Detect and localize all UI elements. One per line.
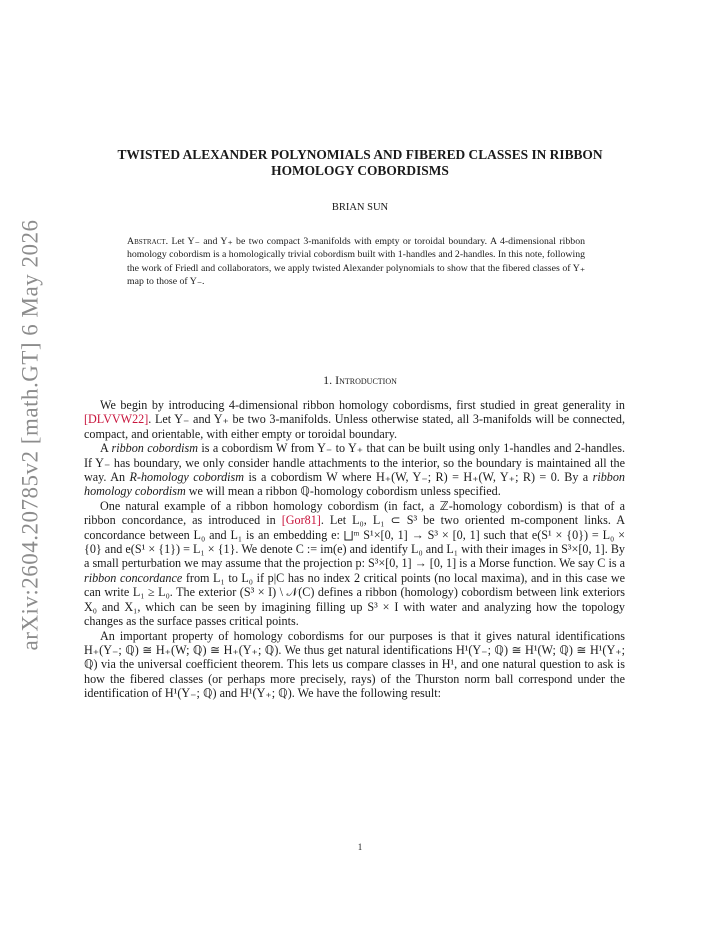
abstract-text: Let Y₋ and Y₊ be two compact 3-manifolds with empty or toroidal boundary. A 4-dimensional ribbon homology cobordism is a homologically trivial cobordism built with 1-handles and 2-handles. In this note, following the work of Friedl and collaborators, we apply twisted Alexander polynomials to show that the fibered classes of Y₊ map to those of Y₋. — [127, 236, 585, 288]
section-title: Introduction — [335, 373, 397, 387]
p2-text-a: A — [100, 441, 112, 456]
paragraph-1 — [84, 398, 625, 441]
page-number: 1 — [357, 842, 363, 852]
p2-text-d: we will mean a ribbon ℚ-homology cobordism unless specified. — [185, 484, 501, 499]
p2-text-c: is a cobordism W where H₊(W, Y₋; R) = H₊(W, Y₊; R) = 0. By a — [244, 470, 593, 485]
p1-text-b: . Let Y₋ and Y₊ be two 3-manifolds. Unless otherwise stated, all 3-manifolds will be connected, compact, and orientable, with either empty or toroidal boundary. — [84, 412, 625, 441]
term-ribbon-concordance: ribbon concordance — [84, 570, 183, 585]
citation-dlvvw22-link[interactable]: [DLVVW22] — [84, 412, 149, 427]
term-ribbon-cobordism: ribbon cobordism — [111, 441, 199, 456]
paragraph-3 — [84, 499, 625, 629]
p2-text-b: is a cobordism W from Y₋ to Y₊ that can be built using only 1-handles and 2-handles. If Y₋ has boundary, we only consider handle attachments to the interior, so the boundary is maintained all the way. An — [84, 441, 625, 485]
citation-gor81-link[interactable]: [Gor81] — [281, 513, 321, 528]
author-name: BRIAN SUN — [331, 202, 389, 213]
p1-text-a: We begin by introducing 4-dimensional ribbon homology cobordisms, first studied in great generality in — [100, 398, 625, 412]
arxiv-identifier-stamp — [6, 219, 54, 651]
p3-text-a: One natural example of a ribbon homology cobordism (in fact, a ℤ-homology cobordism) is that of a ribbon concordance, as introduced in — [84, 498, 625, 528]
p4-text-a: An important property of homology cobordisms for our purposes is that it gives natural identifications H₊(Y₋; ℚ) ≅ H₊(W; ℚ) ≅ H₊(Y₊; ℚ). We thus get natural identifications H¹(Y₋; ℚ) ≅ H¹(W; ℚ) ≅ H¹(Y₊; ℚ) via the universal coefficient theorem. This lets us compare classes in H¹, and one natural question to ask is how the fibered classes (or perhaps more precisely, rays) of the Thurston norm ball correspond under the identification of H¹(Y₋; ℚ) and H¹(Y₊; ℚ). We have the following result: — [84, 628, 625, 701]
introduction-body — [84, 398, 625, 701]
abstract-label: Abstract. — [127, 236, 169, 247]
section-heading — [80, 373, 640, 388]
term-r-homology-cobordism: R-homology cobordism — [129, 470, 245, 485]
section-number: 1. — [323, 373, 333, 387]
abstract — [127, 235, 585, 289]
paragraph-4 — [84, 629, 625, 701]
paragraph-2 — [84, 441, 625, 499]
p3-text-c: from L₁ to L₀ if p|C has no index 2 critical points (no local maxima), and in this case we can write L₁ ≥ L₀. The exterior (S³ × I) \ 𝒩(C) defines a ribbon (homology) cobordism between link exteriors X₀ and X₁, which can be seen by imagining filling up S³ × I with water and analyzing how the topology changes as the surface passes critical points. — [84, 570, 625, 629]
paper-title: TWISTED ALEXANDER POLYNOMIALS AND FIBERED CLASSES IN RIBBON HOMOLOGY COBORDISMS — [117, 147, 603, 178]
arxiv-id-text: arXiv:2604.20785v2 [math.GT] 6 May 2026 — [17, 219, 43, 651]
p3-text-b: . Let L₀, L₁ ⊂ S³ be two oriented m-component links. A concordance between L₀ and L₁ is an embedding e: ⨆ᵐ S¹×[0, 1] → S³ × [0, 1] such that e(S¹ × {0}) = L₀ × {0} and e(S¹ × {1}) = L₁ × {1}. We denote C := im(e) and identify L₀ and L₁ with their images in S³×[0, 1]. By a small perturbation we may assume that the projection p: S³×[0, 1] → [0, 1] is a Morse function. We say C is a — [84, 513, 625, 571]
term-ribbon-homology-cobordism: ribbon homology cobordism — [84, 470, 626, 499]
